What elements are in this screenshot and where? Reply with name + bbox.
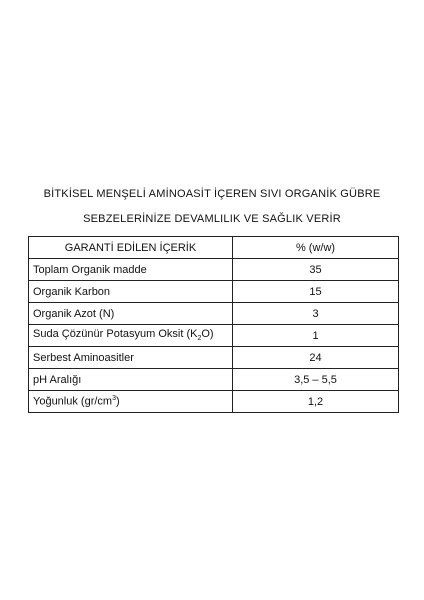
table-row: [29, 303, 399, 325]
table-row: [29, 259, 399, 281]
row-name: pH Aralığı: [29, 369, 233, 391]
header-content: GARANTİ EDİLEN İÇERİK: [29, 237, 233, 259]
row-name-text-end: ): [116, 395, 120, 408]
row-name: Toplam Organik madde: [29, 259, 233, 281]
table-row: [29, 281, 399, 303]
row-value: 3: [233, 303, 399, 325]
table-row: [29, 325, 399, 347]
row-value: 1,2: [233, 391, 399, 413]
row-name-text: Suda Çözünür Potasyum Oksit (K: [33, 328, 198, 341]
row-name: Serbest Aminoasitler: [29, 347, 233, 369]
row-value: 35: [233, 259, 399, 281]
row-value: 15: [233, 281, 399, 303]
guaranteed-content-table: [28, 236, 399, 413]
table-row: [29, 369, 399, 391]
heading-line-1: BİTKİSEL MENŞELİ AMİNOASİT İÇEREN SIVI ORGANİK GÜBRE: [43, 188, 381, 200]
row-name: [29, 391, 233, 413]
row-name: Organik Karbon: [29, 281, 233, 303]
row-name: Organik Azot (N): [29, 303, 233, 325]
row-name-subscript: 2: [197, 335, 202, 343]
table-row: [29, 391, 399, 413]
row-name: [29, 325, 233, 347]
heading-line-2: SEBZELERİNİZE DEVAMLILIK VE SAĞLIK VERİR: [83, 213, 341, 225]
header-value: % (w/w): [233, 237, 399, 259]
table-row: [29, 347, 399, 369]
row-name-text: Yoğunluk (gr/cm: [33, 395, 113, 408]
row-value: 3,5 – 5,5: [233, 369, 399, 391]
row-name-text-end: O): [201, 328, 214, 341]
row-value: 24: [233, 347, 399, 369]
row-value: 1: [233, 325, 399, 347]
table-header-row: [29, 237, 399, 259]
row-name-superscript: 3: [112, 395, 116, 403]
